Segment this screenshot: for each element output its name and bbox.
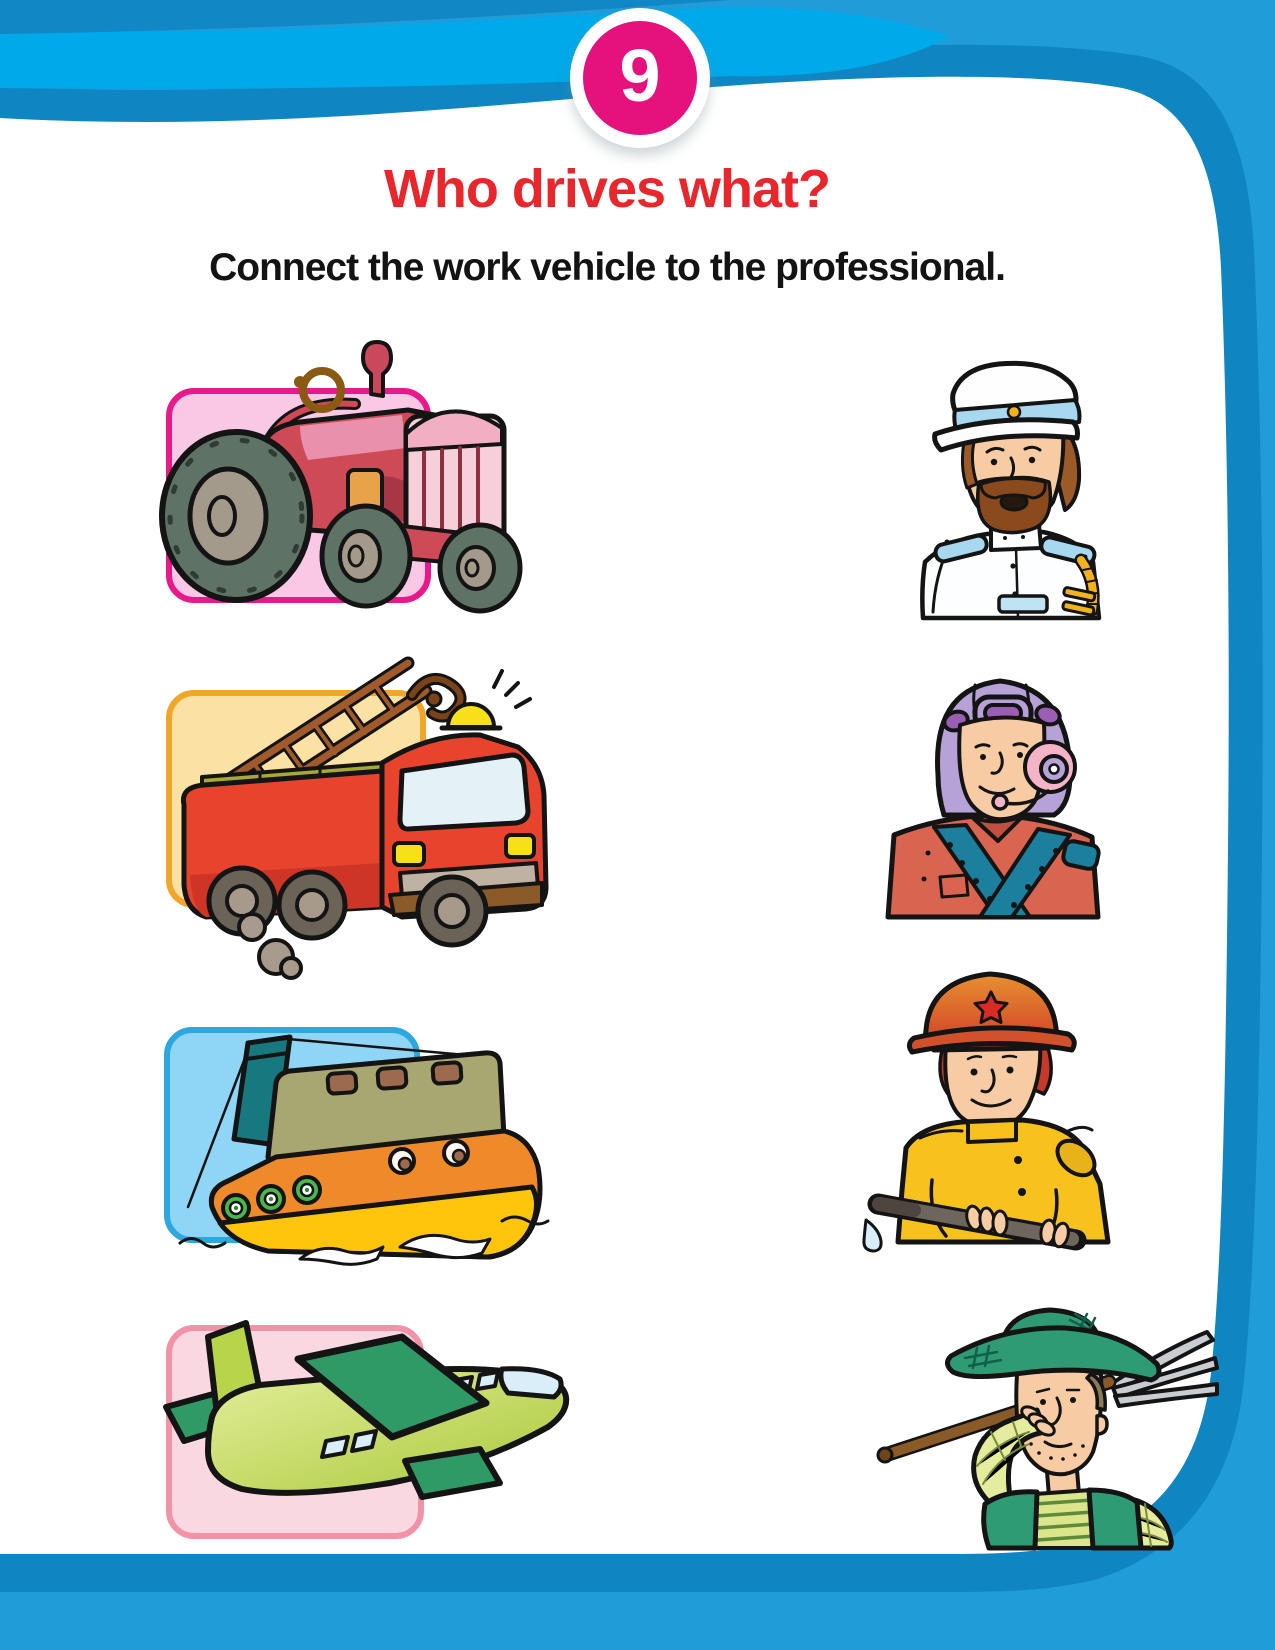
farmer-illustration[interactable] (865, 1290, 1175, 1550)
pilot-illustration[interactable] (880, 655, 1105, 920)
firefighter-illustration[interactable] (850, 952, 1130, 1242)
ship-illustration[interactable] (150, 905, 550, 1290)
page-number-circle (583, 21, 697, 135)
activity-title: Who drives what? (383, 159, 831, 219)
fire-truck-illustration[interactable] (150, 635, 550, 945)
ship-captain-illustration[interactable] (895, 350, 1115, 620)
airplane-illustration[interactable] (150, 1285, 570, 1570)
page-number-badge (570, 8, 710, 148)
activity-instruction: Connect the work vehicle to the professional. (209, 246, 1005, 289)
tractor-illustration[interactable] (150, 330, 540, 615)
page-number: 9 (619, 34, 661, 117)
